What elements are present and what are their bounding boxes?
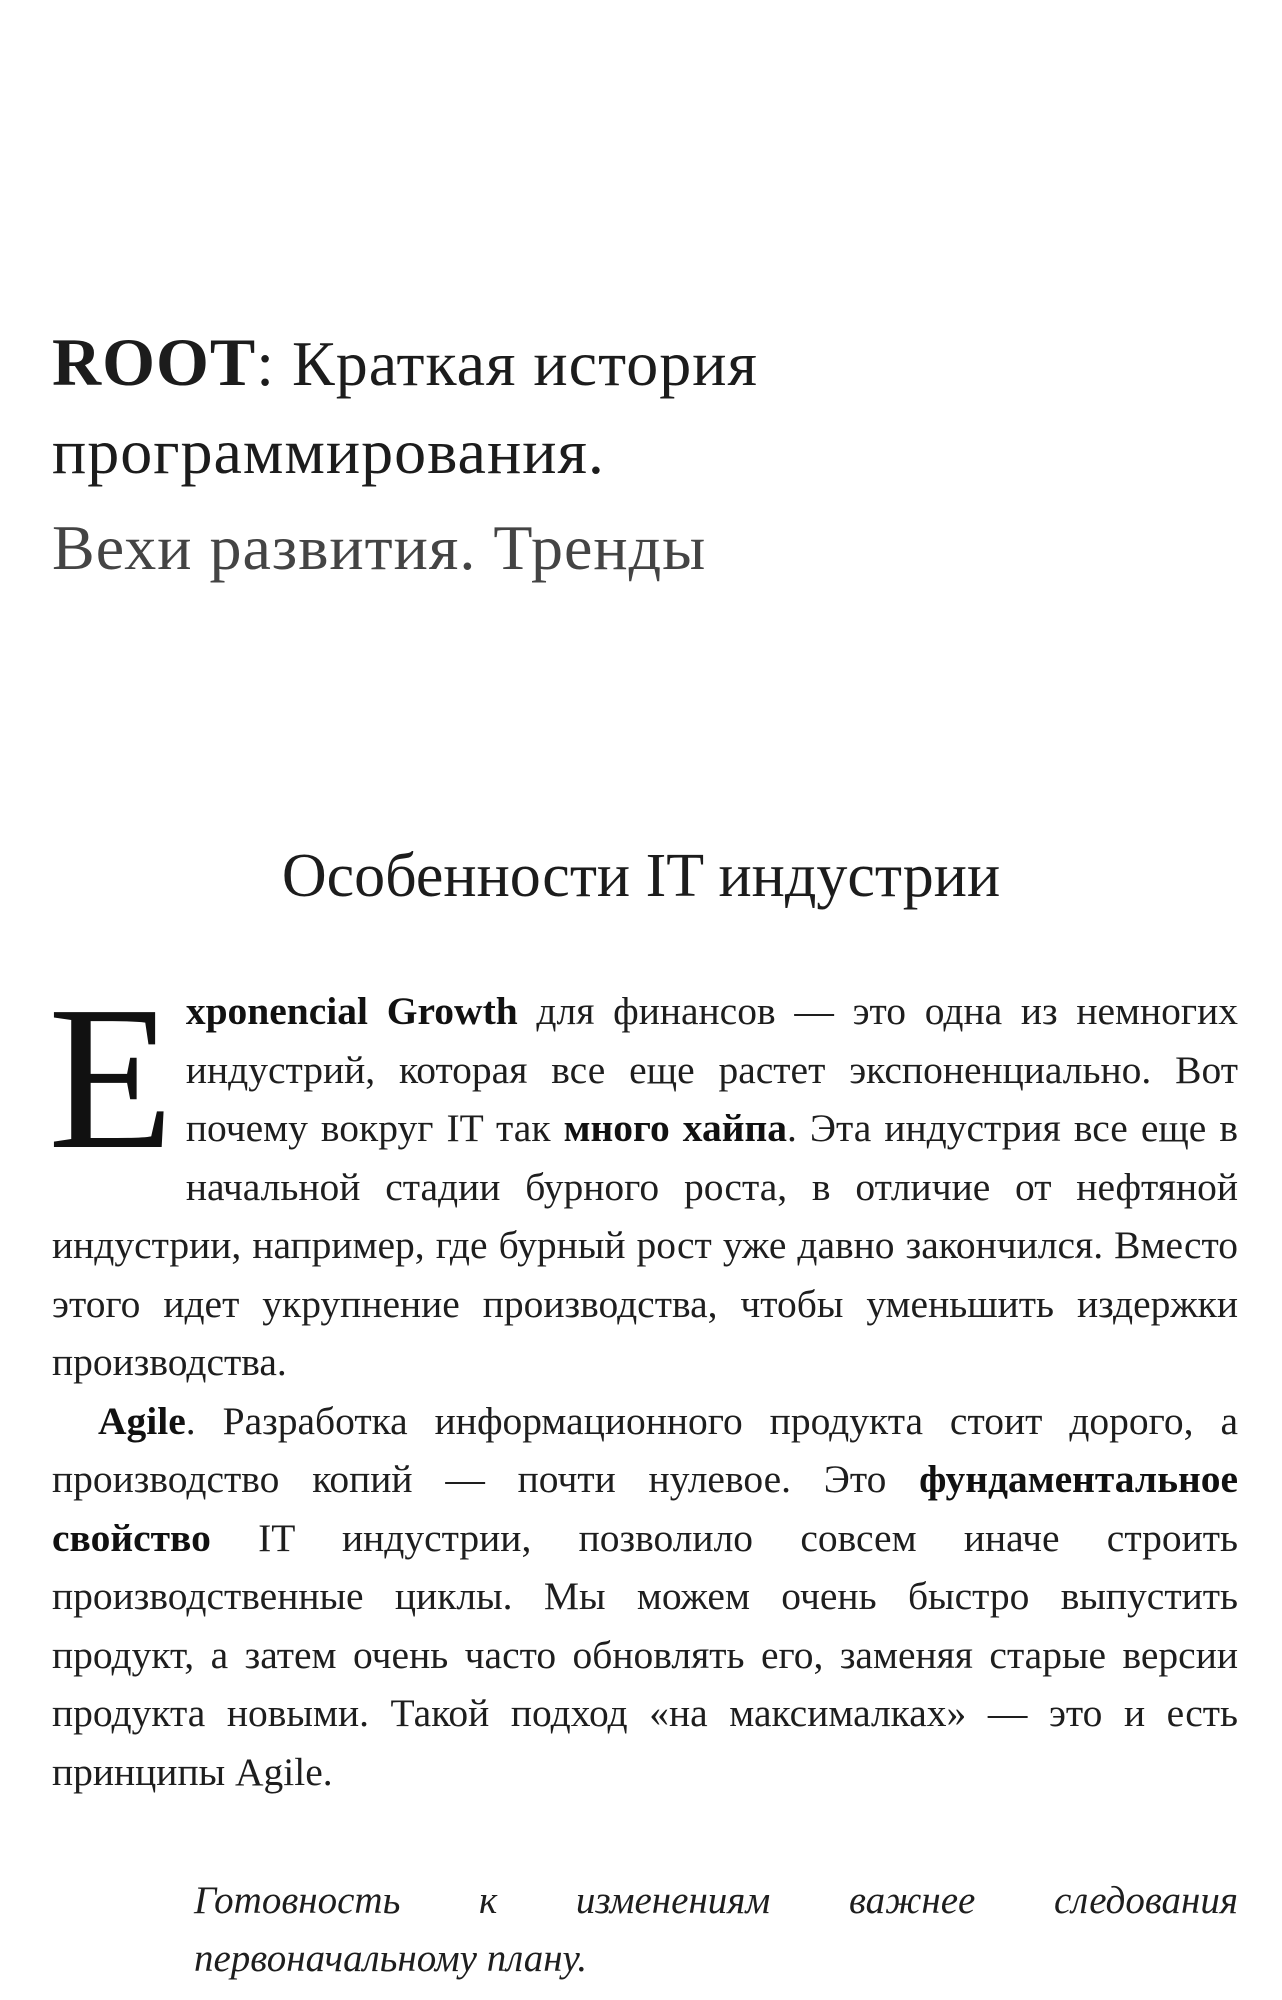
term-fundamental-property: фундаментальное свойство — [52, 1457, 1238, 1560]
chapter-subtitle: Вехи развития. Тренды — [52, 512, 707, 583]
body-text — [48, 963, 1238, 1801]
term-exponencial-growth: xponencial Growth — [185, 989, 518, 1033]
paragraph-2-text-b: IT индустрии, позволило совсем иначе строить производственные циклы. Мы можем очень быстро выпустить продукт, а затем очень часто обновлять его, заменяя старые версии продукта новыми. Такой подход «на максималках» — это и есть принципы Agile. — [52, 1515, 1238, 1794]
paragraph-1-text-a: для финансов — это одна из немногих индустрий, которая все еще растет экспоненциально. Вот почему вокруг IT так — [185, 989, 1238, 1150]
paragraph-agile — [52, 1392, 1238, 1802]
chapter-title-line-1 — [52, 318, 1232, 408]
chapter-title-line-1-rest: : Краткая история — [256, 328, 758, 399]
chapter-title-root: ROOT — [52, 324, 257, 400]
drop-cap: E — [48, 963, 174, 1192]
paragraph-1-text-b: . Эта индустрия все еще в начальной стадии бурного роста, в отличие от нефтяной индустрии, например, где бурный рост уже давно закончился. Вместо этого идет укрупнение производства, чтобы уменьшить издержки производства. — [52, 1106, 1238, 1384]
chapter-title — [52, 318, 1232, 592]
paragraph-2-text-a: . Разработка информационного продукта стоит дорого, а производство копий — почти нулевое. Это — [52, 1398, 1238, 1501]
paragraph-exponential-growth — [48, 963, 1238, 1392]
chapter-title-line-2: программирования. — [52, 416, 605, 487]
epigraph-quote: Готовность к изменениям важнее следования первоначальному плану. — [194, 1879, 1238, 1980]
term-hype: много хайпа — [563, 1106, 787, 1150]
term-agile: Agile — [98, 1398, 186, 1443]
section-heading: Особенности IT индустрии — [281, 842, 1001, 910]
